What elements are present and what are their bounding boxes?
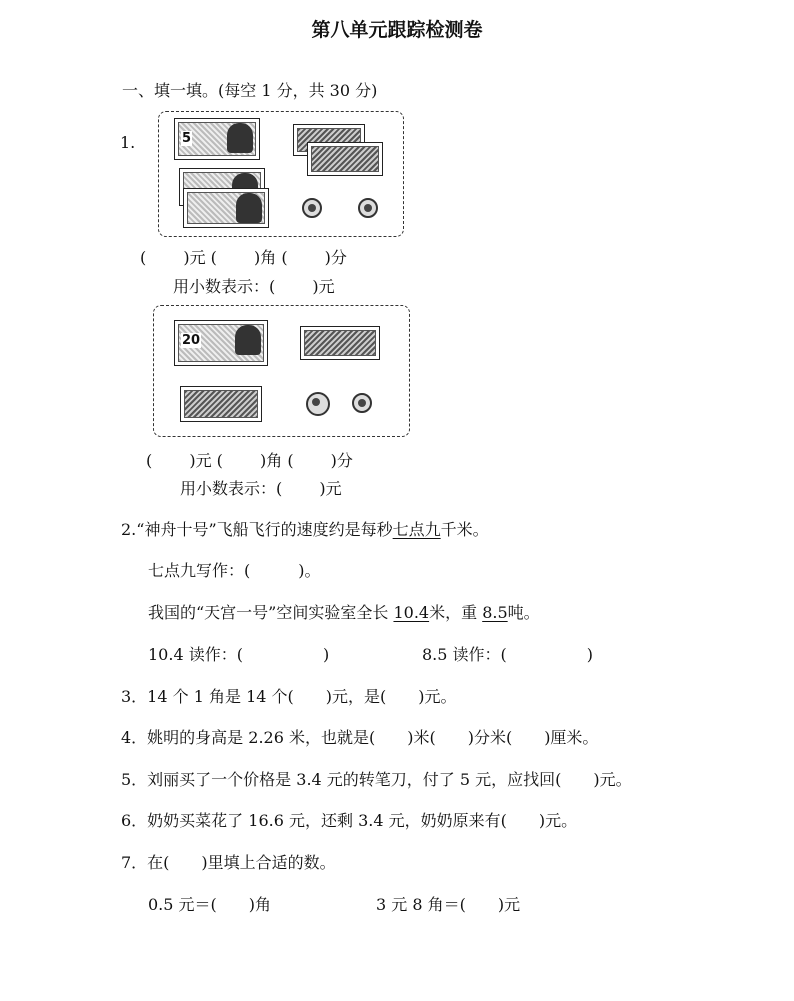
banknote: [307, 142, 383, 176]
banknote-label: 20: [182, 333, 201, 348]
q1-decimal-line-2: 用小数表示：( )元: [180, 479, 342, 498]
underlined-length: 10.4: [393, 603, 430, 622]
q1-blank-line-2: ( )元 ( )角 ( )分: [146, 451, 353, 470]
q7-item-a: 0.5 元＝( )角: [148, 895, 272, 914]
section-heading: 一、填一填。(每空 1 分，共 30 分): [122, 81, 378, 100]
q7-item-b: 3 元 8 角＝( )元: [376, 895, 521, 914]
banknote: [300, 326, 380, 360]
q5: 5．刘丽买了一个价格是 3.4 元的转笔刀，付了 5 元，应找回( )元。: [121, 770, 632, 789]
banknote-5-yuan: [174, 118, 260, 160]
page-title: 第八单元跟踪检测卷: [311, 19, 483, 41]
q3: 3．14 个 1 角是 14 个( )元，是( )元。: [121, 687, 457, 706]
coin-icon: [306, 392, 330, 416]
underlined-weight: 8.5: [482, 603, 508, 622]
q2-read-2: 8.5 读作：( ): [422, 645, 594, 664]
q1-blank-line-1: ( )元 ( )角 ( )分: [140, 248, 347, 267]
coin-icon: [302, 198, 322, 218]
money-box-2: [153, 305, 410, 437]
q1-number: 1.: [120, 133, 136, 152]
coin-icon: [352, 393, 372, 413]
banknote: [180, 386, 262, 422]
banknote-label: 5: [182, 131, 192, 146]
q7: 7．在( )里填上合适的数。: [121, 853, 336, 872]
money-box-1: [158, 111, 404, 237]
banknote: [183, 188, 269, 228]
q1-decimal-line-1: 用小数表示：( )元: [173, 277, 335, 296]
underlined-value: 七点九: [392, 520, 441, 539]
q4: 4．姚明的身高是 2.26 米，也就是( )米( )分米( )厘米。: [121, 728, 599, 747]
q2-statement: 2.“神舟十号”飞船飞行的速度约是每秒七点九千米。: [121, 520, 489, 539]
q2-lab-statement: 我国的“天宫一号”空间实验室全长 10.4米，重 8.5吨。: [148, 603, 540, 622]
q6: 6．奶奶买菜花了 16.6 元，还剩 3.4 元，奶奶原来有( )元。: [121, 811, 578, 830]
coin-icon: [358, 198, 378, 218]
banknote-20-yuan: [174, 320, 268, 366]
q2-write-line: 七点九写作：( )。: [148, 561, 321, 580]
q2-read-1: 10.4 读作：( ): [148, 645, 330, 664]
